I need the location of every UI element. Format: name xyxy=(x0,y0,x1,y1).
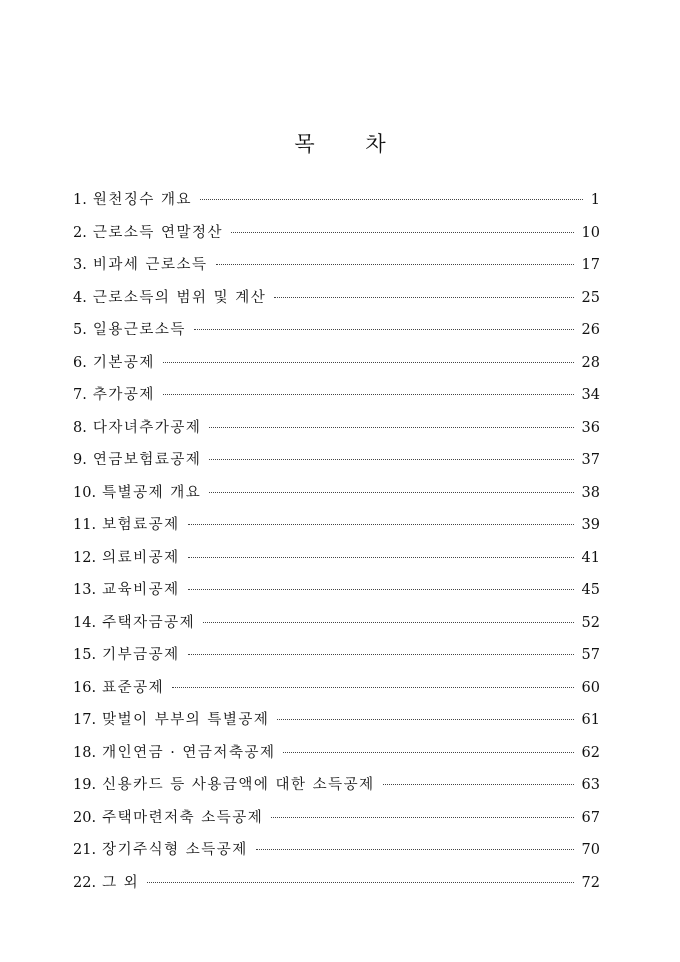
toc-entry[interactable] xyxy=(73,546,600,579)
toc-dot-leader xyxy=(188,524,574,525)
toc-entry[interactable] xyxy=(73,806,600,839)
toc-entry-number: 20. xyxy=(73,809,97,826)
toc-entry[interactable] xyxy=(73,676,600,709)
toc-entry-page-number: 25 xyxy=(581,289,600,306)
toc-entry-number: 19. xyxy=(73,777,97,793)
toc-entry-label: 다자녀추가공제 xyxy=(92,419,202,436)
toc-entry-number: 6. xyxy=(73,354,87,371)
toc-entry-number: 4. xyxy=(73,289,87,306)
toc-entry[interactable] xyxy=(73,578,600,611)
toc-entry[interactable] xyxy=(73,383,600,416)
toc-entry-number: 16. xyxy=(73,679,97,696)
toc-entry-number: 13. xyxy=(73,582,97,598)
toc-dot-leader xyxy=(188,557,574,558)
toc-entry-page-number: 39 xyxy=(581,517,600,533)
toc-entry-page-number: 72 xyxy=(581,874,600,891)
toc-entry-number: 8. xyxy=(73,419,87,436)
toc-dot-leader xyxy=(274,297,573,298)
toc-dot-leader xyxy=(188,654,574,655)
toc-entry[interactable] xyxy=(73,318,600,351)
toc-entry-page-number: 37 xyxy=(581,452,600,468)
toc-entry-page-number: 36 xyxy=(581,419,600,436)
toc-entry[interactable] xyxy=(73,253,600,286)
toc-entry[interactable] xyxy=(73,286,600,319)
toc-entry-number: 7. xyxy=(73,387,87,403)
toc-entry-label: 연금보험료공제 xyxy=(92,452,202,468)
toc-entry[interactable] xyxy=(73,416,600,449)
toc-entry[interactable] xyxy=(73,513,600,546)
toc-dot-leader xyxy=(203,622,573,623)
toc-entry-page-number: 10 xyxy=(581,224,600,241)
toc-dot-leader xyxy=(194,329,574,330)
toc-entry-label: 원천징수 개요 xyxy=(92,192,192,208)
toc-entry-label: 일용근로소득 xyxy=(92,322,186,338)
toc-entry-label: 주택마련저축 소득공제 xyxy=(102,809,264,826)
toc-entry-number: 1. xyxy=(73,192,87,208)
toc-dot-leader xyxy=(271,817,573,818)
toc-entry-label: 기본공제 xyxy=(92,354,155,371)
toc-entry-number: 10. xyxy=(73,484,97,501)
toc-entry-label: 맞벌이 부부의 특별공제 xyxy=(102,712,270,728)
toc-entry-label: 비과세 근로소득 xyxy=(92,257,208,273)
table-of-contents xyxy=(73,188,600,903)
toc-entry-label: 추가공제 xyxy=(92,387,155,403)
toc-entry[interactable] xyxy=(73,611,600,644)
toc-dot-leader xyxy=(383,784,574,785)
toc-entry-page-number: 63 xyxy=(581,777,600,793)
toc-entry[interactable] xyxy=(73,741,600,774)
toc-entry-page-number: 26 xyxy=(581,322,600,338)
toc-entry-page-number: 17 xyxy=(581,257,600,273)
toc-entry[interactable] xyxy=(73,708,600,741)
toc-entry-label: 근로소득 연말정산 xyxy=(92,224,224,241)
toc-entry[interactable] xyxy=(73,871,600,904)
toc-entry-label: 근로소득의 범위 및 계산 xyxy=(92,289,267,306)
toc-entry-number: 9. xyxy=(73,452,87,468)
toc-entry-label: 교육비공제 xyxy=(102,582,180,598)
toc-entry[interactable] xyxy=(73,773,600,806)
toc-dot-leader xyxy=(277,719,573,720)
toc-entry-label: 특별공제 개요 xyxy=(102,484,202,501)
toc-entry[interactable] xyxy=(73,448,600,481)
toc-entry-page-number: 67 xyxy=(581,809,600,826)
toc-entry-number: 2. xyxy=(73,224,87,241)
toc-entry-label: 의료비공제 xyxy=(102,549,180,566)
toc-dot-leader xyxy=(256,849,574,850)
toc-entry-page-number: 60 xyxy=(581,679,600,696)
toc-entry[interactable] xyxy=(73,221,600,254)
toc-entry-number: 14. xyxy=(73,614,97,631)
toc-entry-number: 11. xyxy=(73,517,97,533)
toc-dot-leader xyxy=(163,362,574,363)
toc-entry[interactable] xyxy=(73,351,600,384)
toc-dot-leader xyxy=(283,752,573,753)
toc-dot-leader xyxy=(172,687,573,688)
toc-entry[interactable] xyxy=(73,481,600,514)
toc-dot-leader xyxy=(188,589,574,590)
toc-entry-number: 3. xyxy=(73,257,87,273)
toc-entry-label: 표준공제 xyxy=(102,679,165,696)
toc-entry-page-number: 52 xyxy=(581,614,600,631)
toc-dot-leader xyxy=(209,459,573,460)
toc-entry-page-number: 57 xyxy=(581,647,600,663)
toc-entry-page-number: 28 xyxy=(581,354,600,371)
toc-entry-label: 보험료공제 xyxy=(102,517,180,533)
toc-dot-leader xyxy=(200,199,583,200)
toc-entry[interactable] xyxy=(73,188,600,221)
toc-entry-page-number: 38 xyxy=(581,484,600,501)
toc-entry-label: 개인연금 · 연금저축공제 xyxy=(102,744,276,761)
toc-entry-page-number: 62 xyxy=(581,744,600,761)
toc-entry-number: 12. xyxy=(73,549,97,566)
toc-entry-number: 22. xyxy=(73,874,97,891)
toc-entry-page-number: 70 xyxy=(581,842,600,858)
toc-entry[interactable] xyxy=(73,643,600,676)
toc-entry-number: 5. xyxy=(73,322,87,338)
toc-entry-page-number: 41 xyxy=(581,549,600,566)
toc-entry-label: 주택자금공제 xyxy=(102,614,196,631)
toc-entry-label: 장기주식형 소득공제 xyxy=(102,842,248,858)
toc-dot-leader xyxy=(209,492,573,493)
toc-dot-leader xyxy=(231,232,574,233)
toc-entry-page-number: 61 xyxy=(581,712,600,728)
toc-entry-page-number: 45 xyxy=(581,582,600,598)
toc-dot-leader xyxy=(216,264,574,265)
toc-entry-number: 21. xyxy=(73,842,97,858)
toc-entry-number: 15. xyxy=(73,647,97,663)
toc-dot-leader xyxy=(163,394,574,395)
toc-entry-label: 신용카드 등 사용금액에 대한 소득공제 xyxy=(102,777,375,793)
toc-entry-page-number: 1 xyxy=(590,192,600,208)
toc-dot-leader xyxy=(209,427,573,428)
toc-entry-number: 18. xyxy=(73,744,97,761)
toc-entry-label: 기부금공제 xyxy=(102,647,180,663)
toc-entry[interactable] xyxy=(73,838,600,871)
toc-dot-leader xyxy=(147,882,573,883)
toc-entry-number: 17. xyxy=(73,712,97,728)
toc-entry-label: 그 외 xyxy=(102,874,140,891)
page-title: 목 차 xyxy=(294,132,408,156)
toc-entry-page-number: 34 xyxy=(581,387,600,403)
